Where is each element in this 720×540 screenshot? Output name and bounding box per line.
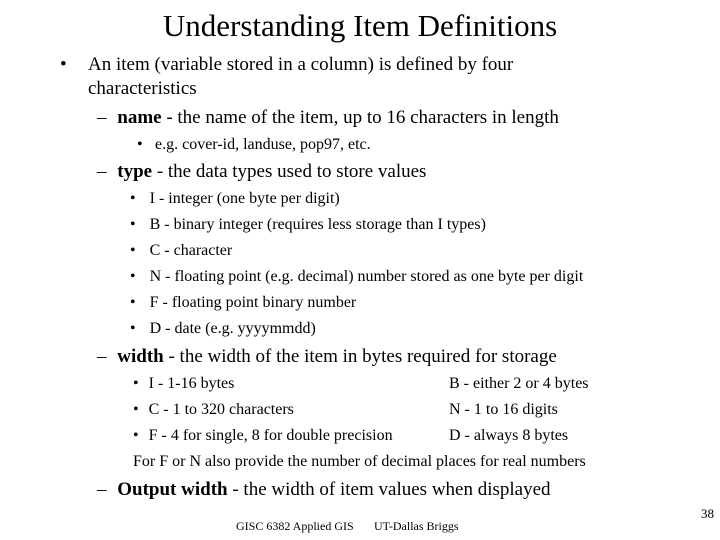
- width-row-right-text: N - 1 to 16 digits: [449, 401, 558, 418]
- type-item-text: N - floating point (e.g. decimal) number stored as one byte per digit: [149, 268, 584, 285]
- width-row-left-text: F - 4 for single, 8 for double precision: [148, 427, 393, 444]
- intro-bullet: •: [60, 54, 67, 75]
- width-note: For F or N also provide the number of decimal places for real numbers: [133, 453, 586, 470]
- type-desc: - the data types used to store values: [152, 161, 427, 182]
- name-example-bullet: •: [137, 136, 143, 153]
- width-row-bullet: •: [133, 375, 139, 392]
- type-item-text: B - binary integer (requires less storage than I types): [149, 216, 486, 233]
- width-row-left-text: I - 1-16 bytes: [148, 375, 235, 392]
- type-item: [130, 266, 583, 288]
- type-item-bullet: •: [130, 320, 136, 337]
- name-section: [97, 106, 559, 130]
- type-item-text: F - floating point binary number: [149, 294, 357, 311]
- type-item-bullet: •: [130, 294, 136, 311]
- width-row-left: [133, 399, 294, 421]
- footer-course: GISC 6382 Applied GIS: [236, 519, 354, 533]
- width-row-right-text: D - always 8 bytes: [449, 427, 569, 444]
- page-number: 38: [701, 506, 714, 521]
- output-width-dash: –: [97, 479, 107, 500]
- output-width-desc: - the width of item values when displayed: [227, 479, 551, 500]
- name-desc: - the name of the item, up to 16 characters in length: [161, 107, 559, 128]
- name-term: name: [117, 107, 162, 128]
- type-item-bullet: •: [130, 216, 136, 233]
- name-example: e.g. cover-id, landuse, pop97, etc.: [155, 136, 371, 153]
- type-item-text: C - character: [149, 242, 233, 259]
- width-row-left-text: C - 1 to 320 characters: [148, 401, 294, 418]
- type-item: [130, 318, 316, 340]
- type-item-text: D - date (e.g. yyyymmdd): [149, 320, 316, 337]
- width-section: [97, 345, 557, 369]
- type-item-bullet: •: [130, 242, 136, 259]
- type-section: [97, 160, 426, 184]
- footer-org: UT-Dallas Briggs: [374, 519, 459, 533]
- width-term: width: [117, 346, 164, 367]
- width-row-bullet: •: [133, 427, 139, 444]
- type-item: [130, 292, 356, 314]
- type-term: type: [117, 161, 153, 182]
- width-row-bullet: •: [133, 401, 139, 418]
- intro-line-2: characteristics: [88, 78, 197, 99]
- type-item-bullet: •: [130, 190, 136, 207]
- type-dash: –: [97, 161, 107, 182]
- type-item: [130, 240, 232, 262]
- name-dash: –: [97, 107, 107, 128]
- type-item: [130, 214, 486, 236]
- width-row-right-text: B - either 2 or 4 bytes: [449, 375, 589, 392]
- slide-title: Understanding Item Definitions: [162, 8, 558, 43]
- width-row-left: [133, 373, 234, 395]
- type-item-bullet: •: [130, 268, 136, 285]
- intro-line-1: An item (variable stored in a column) is defined by four: [88, 54, 514, 75]
- width-row-left: [133, 425, 393, 447]
- output-width-term: Output width: [117, 479, 228, 500]
- width-dash: –: [97, 346, 107, 367]
- type-item-text: I - integer (one byte per digit): [149, 190, 340, 207]
- type-item: [130, 188, 340, 210]
- output-width-section: [97, 478, 551, 502]
- width-desc: - the width of the item in bytes required for storage: [163, 346, 557, 367]
